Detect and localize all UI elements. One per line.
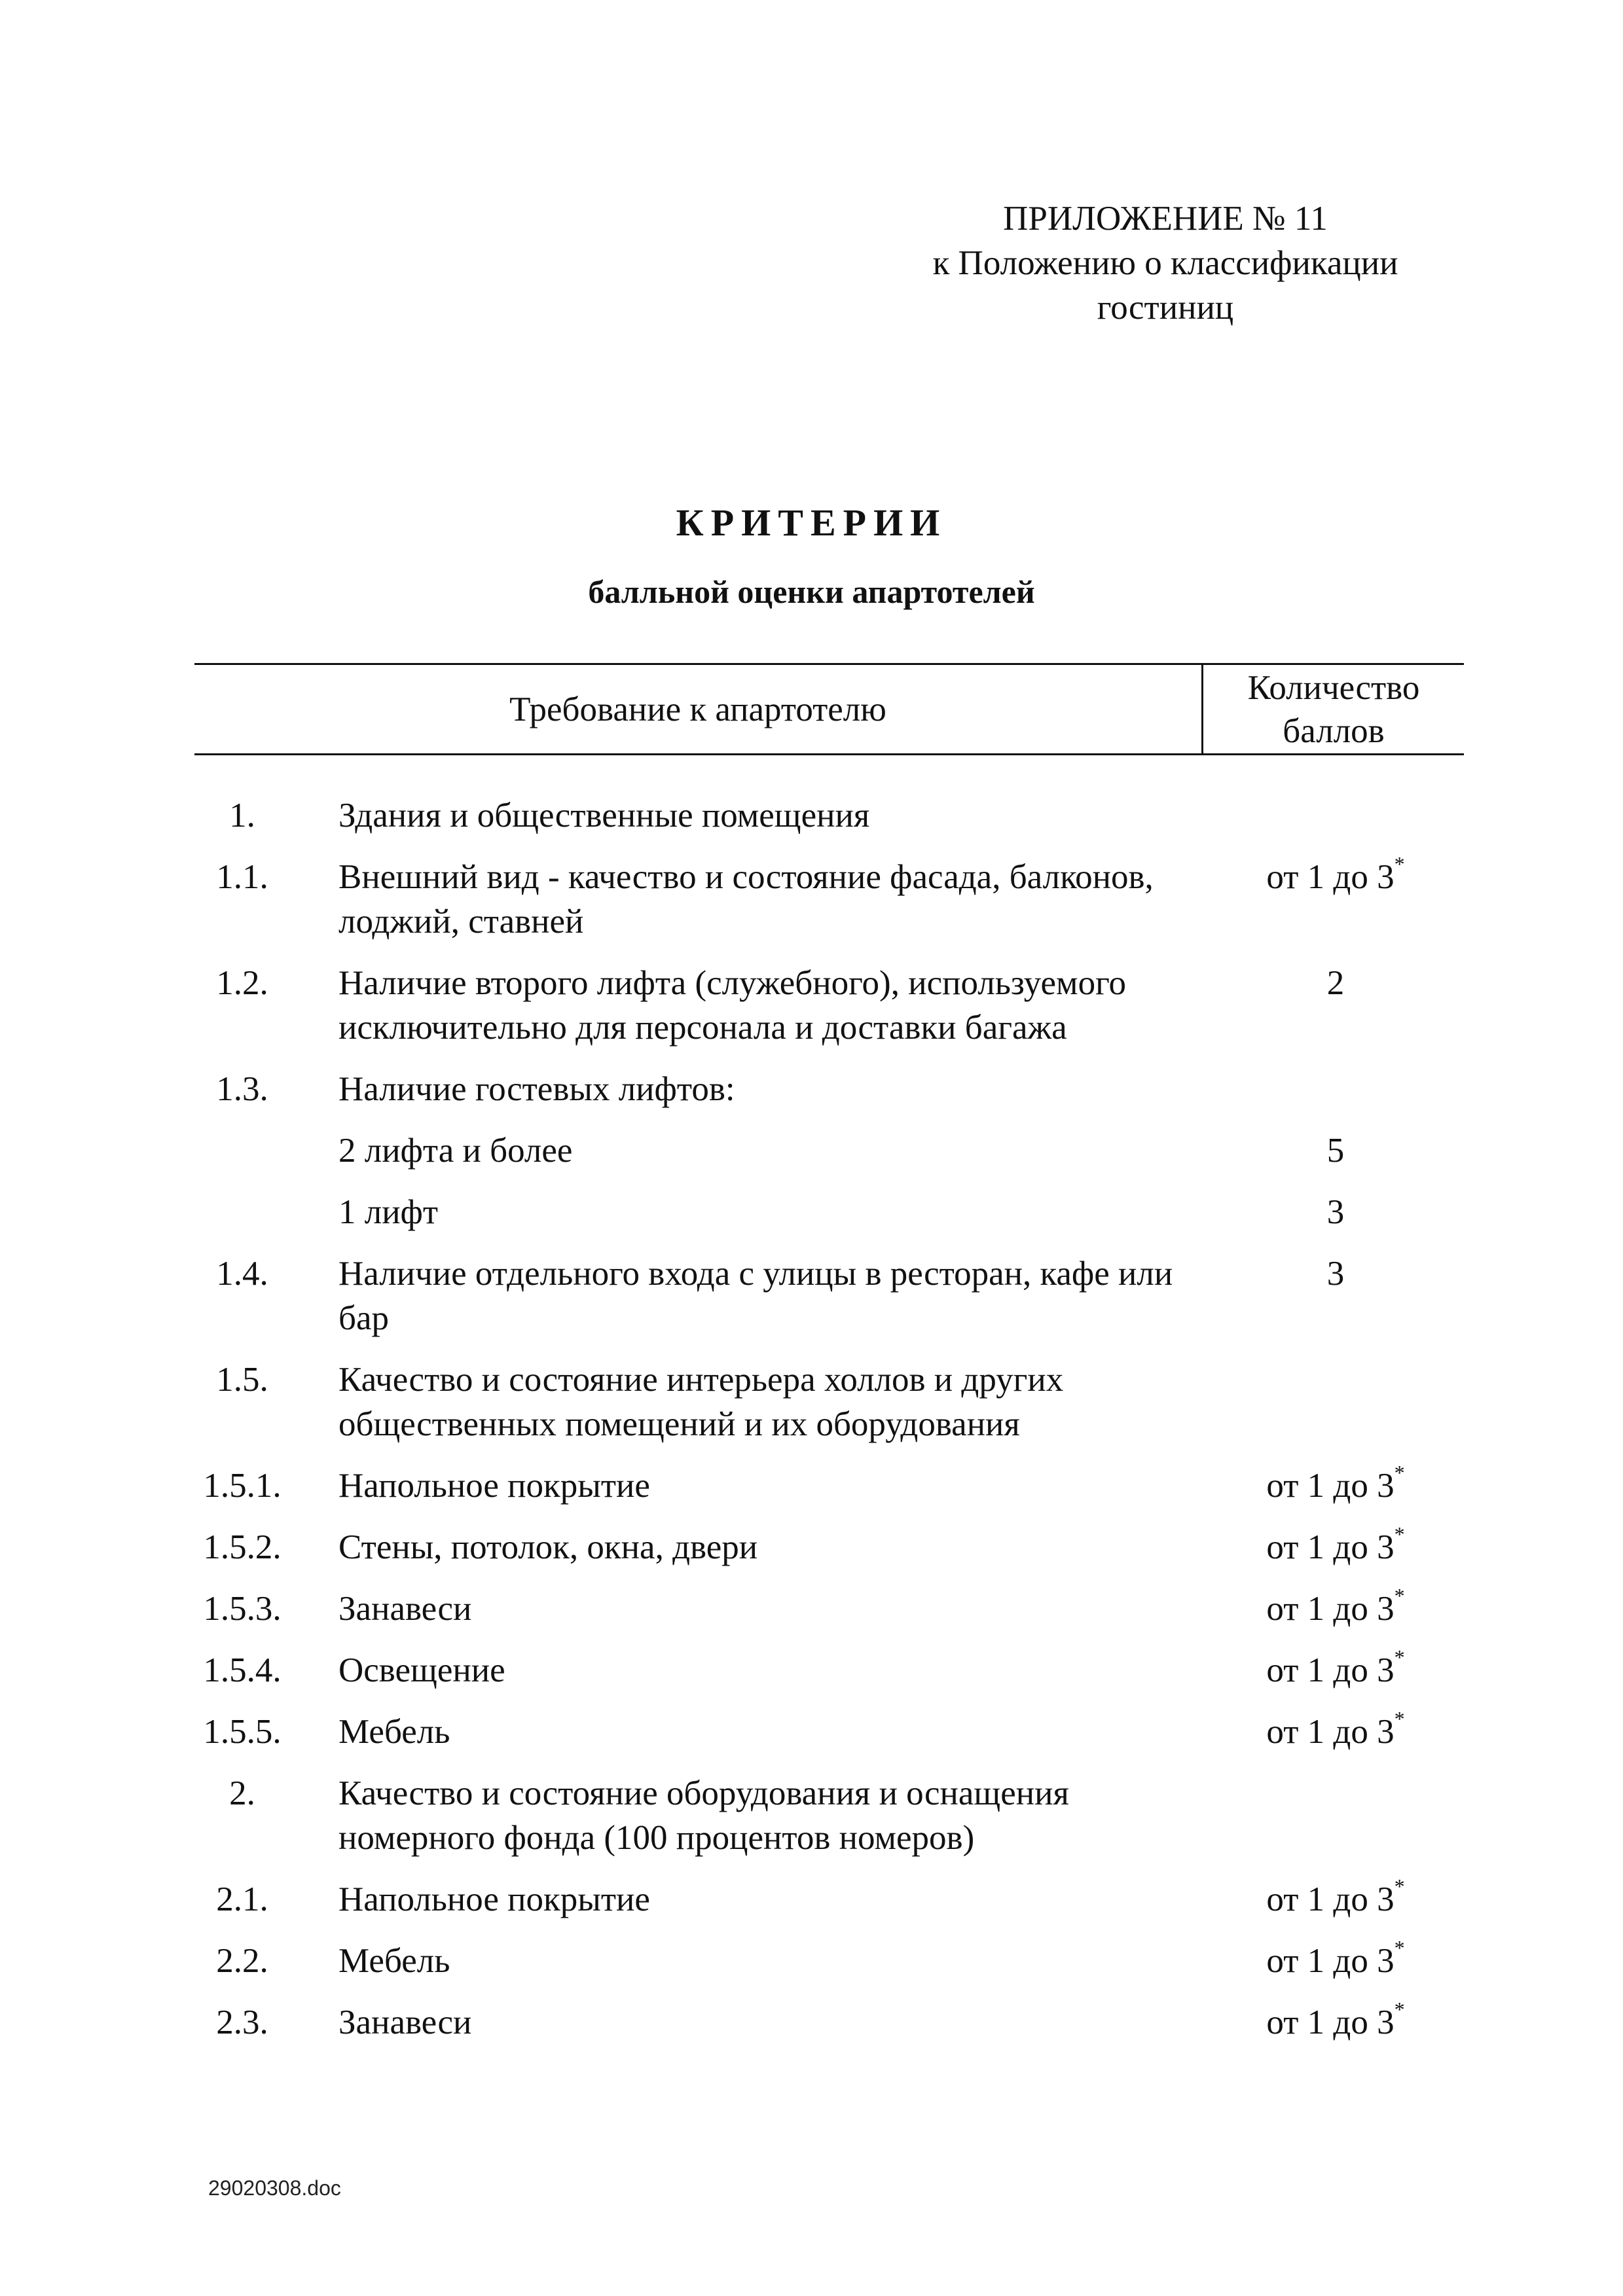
row-requirement: Стены, потолок, окна, двери bbox=[338, 1528, 758, 1566]
row-points-value: от 1 до 3 bbox=[1266, 1942, 1395, 1980]
row-points-value: 3 bbox=[1326, 1193, 1345, 1231]
row-points bbox=[1231, 1128, 1440, 1173]
row-requirement: Внешний вид - качество и состояние фасада, балконов, лоджий, ставней bbox=[338, 858, 1154, 941]
row-number: 1.5.5. bbox=[203, 1713, 282, 1751]
row-points bbox=[1231, 1707, 1440, 1754]
row-points bbox=[1231, 852, 1440, 899]
row-points-value: от 1 до 3 bbox=[1266, 1528, 1395, 1566]
row-requirement: 1 лифт bbox=[338, 1193, 439, 1231]
table-row bbox=[0, 1190, 1623, 1234]
row-number: 1.5.1. bbox=[203, 1467, 282, 1505]
row-number: 1.1. bbox=[216, 858, 268, 896]
document-title: КРИТЕРИИ bbox=[676, 501, 947, 544]
row-requirement: Напольное покрытие bbox=[338, 1467, 650, 1505]
header-requirement: Требование к апартотелю bbox=[509, 690, 886, 728]
row-points bbox=[1231, 2000, 1440, 2045]
table-row bbox=[0, 1067, 1623, 1111]
header-points bbox=[1203, 665, 1464, 753]
row-requirement: Наличие второго лифта (служебного), используемого исключительно для персонала и доставки багажа bbox=[338, 964, 1126, 1047]
table-header bbox=[194, 663, 1464, 755]
row-requirement: Мебель bbox=[338, 1713, 450, 1751]
row-points-value: от 1 до 3 bbox=[1266, 858, 1395, 896]
table-row bbox=[0, 1645, 1623, 1693]
row-points bbox=[1231, 1584, 1440, 1631]
table-row bbox=[0, 2000, 1623, 2045]
row-requirement: 2 лифта и более bbox=[338, 1132, 573, 1170]
row-number: 1.5.4. bbox=[203, 1651, 282, 1689]
appendix-number: ПРИЛОЖЕНИЕ № 11 bbox=[1003, 200, 1328, 238]
row-points bbox=[1231, 1463, 1440, 1508]
document-subtitle: балльной оценки апартотелей bbox=[588, 573, 1035, 610]
row-requirement: Качество и состояние интерьера холлов и других общественных помещений и их оборудования bbox=[338, 1361, 1064, 1443]
footnote-asterisk: * bbox=[1394, 1522, 1405, 1546]
row-points-value: от 1 до 3 bbox=[1266, 1590, 1395, 1628]
row-number: 2.3. bbox=[216, 2003, 268, 2041]
row-number: 1.5.3. bbox=[203, 1590, 282, 1628]
row-points bbox=[1231, 1645, 1440, 1693]
table-row bbox=[0, 1357, 1623, 1446]
footnote-asterisk: * bbox=[1394, 852, 1405, 876]
footnote-asterisk: * bbox=[1394, 1707, 1405, 1731]
row-points bbox=[1231, 1874, 1440, 1922]
row-requirement: Мебель bbox=[338, 1942, 450, 1980]
appendix-header bbox=[851, 196, 1480, 330]
footnote-asterisk: * bbox=[1394, 1874, 1405, 1898]
row-number: 1. bbox=[229, 797, 255, 834]
row-requirement: Напольное покрытие bbox=[338, 1880, 650, 1918]
footer-filename: 29020308.doc bbox=[208, 2176, 341, 2200]
footnote-asterisk: * bbox=[1394, 1998, 1405, 2021]
table-row bbox=[0, 1771, 1623, 1860]
table-row bbox=[0, 1707, 1623, 1754]
row-requirement: Освещение bbox=[338, 1651, 505, 1689]
row-points bbox=[1231, 961, 1440, 1005]
row-number: 1.3. bbox=[216, 1070, 268, 1108]
header-points-line1: Количество bbox=[1247, 668, 1420, 707]
row-number: 1.5.2. bbox=[203, 1528, 282, 1566]
table-row bbox=[0, 961, 1623, 1050]
row-requirement: Качество и состояние оборудования и оснащения номерного фонда (100 процентов номеров) bbox=[338, 1774, 1069, 1857]
table-row bbox=[0, 1874, 1623, 1922]
table-row bbox=[0, 852, 1623, 944]
row-points-value: 2 bbox=[1326, 964, 1345, 1002]
table-row bbox=[0, 1584, 1623, 1631]
row-points bbox=[1231, 1251, 1440, 1296]
appendix-reference: к Положению о классификации bbox=[932, 244, 1398, 282]
row-points-value: от 1 до 3 bbox=[1266, 1713, 1395, 1751]
row-number: 1.2. bbox=[216, 964, 268, 1002]
criteria-table-body bbox=[0, 793, 1623, 2062]
row-number: 2.1. bbox=[216, 1880, 268, 1918]
row-points-value: 3 bbox=[1326, 1255, 1345, 1293]
row-number: 2. bbox=[229, 1774, 255, 1812]
table-row bbox=[0, 793, 1623, 838]
header-points-line2: баллов bbox=[1283, 711, 1385, 750]
row-points-value: от 1 до 3 bbox=[1266, 2003, 1395, 2041]
footnote-asterisk: * bbox=[1394, 1936, 1405, 1960]
footnote-asterisk: * bbox=[1394, 1461, 1405, 1484]
row-points bbox=[1231, 1190, 1440, 1234]
row-points bbox=[1231, 1522, 1440, 1570]
row-number: 1.4. bbox=[216, 1255, 268, 1293]
row-points-value: 5 bbox=[1326, 1132, 1345, 1170]
row-points-value: от 1 до 3 bbox=[1266, 1880, 1395, 1918]
table-row bbox=[0, 1463, 1623, 1508]
row-requirement: Наличие гостевых лифтов: bbox=[338, 1070, 735, 1108]
table-row bbox=[0, 1522, 1623, 1570]
appendix-reference-cont: гостиниц bbox=[1097, 289, 1234, 327]
row-number: 1.5. bbox=[216, 1361, 268, 1399]
footnote-asterisk: * bbox=[1394, 1645, 1405, 1669]
table-row bbox=[0, 1936, 1623, 1983]
row-number: 2.2. bbox=[216, 1942, 268, 1980]
row-requirement: Занавеси bbox=[338, 2003, 472, 2041]
row-requirement: Здания и общественные помещения bbox=[338, 797, 870, 834]
footnote-asterisk: * bbox=[1394, 1584, 1405, 1607]
row-requirement: Занавеси bbox=[338, 1590, 472, 1628]
row-points bbox=[1231, 1936, 1440, 1983]
row-points-value: от 1 до 3 bbox=[1266, 1651, 1395, 1689]
row-points-value: от 1 до 3 bbox=[1266, 1467, 1395, 1505]
row-requirement: Наличие отдельного входа с улицы в ресторан, кафе или бар bbox=[338, 1255, 1173, 1337]
table-row bbox=[0, 1251, 1623, 1340]
table-row bbox=[0, 1128, 1623, 1173]
